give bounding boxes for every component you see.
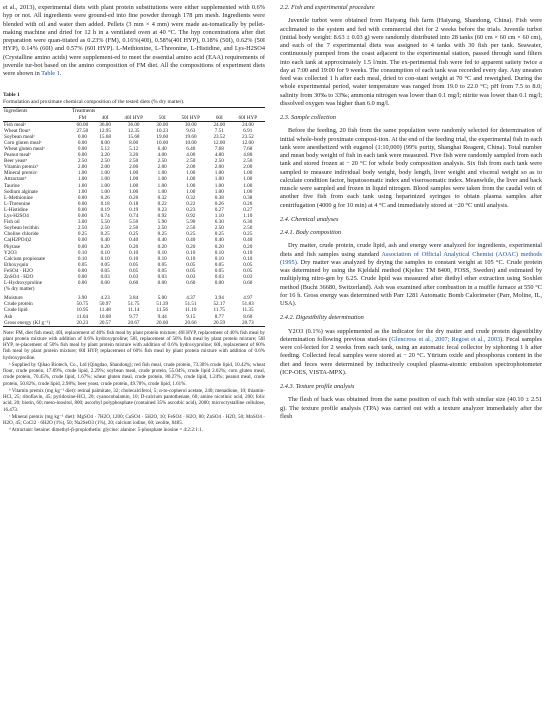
- table-cell: 11.75: [213, 307, 226, 314]
- table-cell: 0.10: [186, 249, 196, 256]
- row-label: Fish mealᵃ: [4, 121, 26, 128]
- table-cell: 12.35: [127, 127, 140, 134]
- table-cell: 0.32: [186, 194, 196, 201]
- formulation-table: [3, 107, 265, 326]
- table-notes: [3, 330, 265, 434]
- table-cell: 0.20: [100, 243, 110, 250]
- table-cell: 0.10: [214, 255, 224, 262]
- table-cell: 15.68: [99, 133, 111, 140]
- table-cell: 0.03: [214, 273, 224, 280]
- table-cell: 0.25: [129, 231, 139, 238]
- table-cell: 0.10: [214, 249, 224, 256]
- section-2-3-text: Before the feeding, 20 fish from the same population were randomly selected for determination of initial whole-body proximate composi-tion. At the end of the feeding trial, the experimental fish in each tank were anesthetized with eugenol (1:10,000) (99% purity, Shanghai Reagent, China). Total number and mean body weight of fish in each tank were measured. Five fish were randomly sampled from each tank and stored frozen at − 20 °C for whole body composition analysis. Six fish from each tank were sampled to measure individual body weight, body length, liver weight and visceral weight so as to calculate condition factor, hepatosomatic index and viserosomatic index. Meanwhile, the liver and back muscle were sampled and frozen in liquid nitrogen. Blood samples were taken from the caudal vein of another five fish from each tank using heparinized syringes to obtain plasma samples after centrifugation (4000 g for 10 min) at 4 °C and immediately stored at −20 °C until analysis.: [280, 127, 542, 209]
- table-cell: 0.00: [77, 273, 87, 280]
- table-cell: 0.18: [129, 200, 139, 207]
- table-cell: 20.67: [127, 319, 140, 326]
- table-cell: 0.10: [129, 249, 139, 256]
- table-cell: 0.03: [129, 273, 139, 280]
- section-2-4-2-title: 2.4.2. Digestibility determination: [280, 314, 364, 322]
- table-cell: 0.10: [100, 249, 110, 256]
- table-cell: 2.50: [77, 158, 87, 165]
- table-caption: [3, 92, 265, 105]
- table-cell: 50.75: [76, 301, 89, 308]
- section-2-4-1-title: 2.4.1. Body composition: [280, 229, 342, 236]
- table-cell: 12.00: [213, 139, 226, 146]
- table-cell: 0.00: [77, 243, 87, 250]
- table-cell: 0.05: [214, 261, 224, 268]
- table-cell: 0.05: [186, 261, 196, 268]
- table-cell: 3.90: [77, 295, 87, 302]
- table-cell: 0.25: [243, 231, 253, 238]
- table-cell: 4.80: [214, 152, 224, 159]
- table-cell: 11.35: [242, 307, 254, 314]
- table-row: [3, 320, 265, 327]
- table-cell: 0.10: [157, 249, 167, 256]
- table-cell: 0.05: [157, 267, 167, 274]
- table-cell: 1.00: [77, 188, 87, 195]
- table-cell: 60.00: [76, 121, 89, 128]
- row-label: Soybean lecithin: [4, 225, 39, 232]
- section-2-2-text: Juvenile turbot were obtained from Haiyang fish farm (Haiyang, Shandong, China). Fish were acclimated to the system and fed with commercial diet for 2 weeks before the trials. Juvenile turbot (initial body weight: 8.63 ± 0.03 g) were randomly distributed into 28 tanks (60 cm × 60 cm × 60 cm), and each of the 7 experimental diets was assigned to 4 tanks with 30 fish per tank. Seawater, continuously pumped from the coast adjacent to the experimental station, passed through sand filters into each tank at approximately 1.5 l/min. The ex-perimental fish were fed to apparent satiety twice a day at 7:00 and 19:00 for 9 weeks. The consumption of each tank was recorded every day. Any uneaten feed was collected 1 h after each meal, dried to con-stant weight at 70 °C and reweighed. During the whole experimental period, water temperature was ranged from 19.0 to 22.0 °C; pH from 7.5 to 8.0; salinity from 30‰ to 33‰; ammonia nitrogen was lower than 0.1 mg/l; nitrite was lower than 0.1 mg/l; dissolved oxygen was higher than 6.0 mg/l.: [280, 17, 542, 107]
- row-label: Lys-H2SO4: [4, 213, 29, 220]
- table-cell: 1.00: [100, 176, 110, 183]
- table-cell: 1.00: [100, 170, 110, 177]
- table-cell: 0.05: [214, 267, 224, 274]
- table-cell: 24.00: [213, 121, 226, 128]
- table-cell: 2.00: [214, 164, 224, 171]
- table-cell: 0.00: [77, 152, 87, 159]
- section-2-3-title: 2.3. Sample collection: [280, 114, 336, 121]
- table-cell: 0.40: [157, 237, 167, 244]
- table-cell: 1.00: [214, 176, 224, 183]
- table-cell: 1.00: [129, 176, 139, 183]
- table-cell: 1.00: [129, 182, 139, 189]
- table-cell: 0.23: [186, 206, 196, 213]
- table-row: [3, 292, 265, 301]
- table-cell: 3.94: [214, 295, 224, 302]
- row-label: L-Hydroxyproline: [4, 280, 43, 287]
- column-header: 50I: [151, 115, 174, 122]
- table-cell: 0.10: [129, 255, 139, 262]
- dry-matter-label: (% dry matter): [4, 286, 35, 293]
- table-cell: 5.00: [157, 295, 167, 302]
- row-label: Peanut mealᵃ: [4, 152, 31, 159]
- table-cell: 0.10: [77, 249, 87, 256]
- section-2-4-3-text: The flesh of back was obtained from the same position of each fish with similar size (40.10 ± 2.51 g). The texture profile analysis (TPA) was carried out with a texture analyzer immediately after the flesh: [280, 396, 542, 420]
- table-cell: 50.97: [99, 301, 111, 308]
- table-cell: 5.12: [129, 146, 139, 152]
- table-cell: 0.00: [77, 194, 87, 201]
- proximate-body: [3, 286, 265, 326]
- table-cell: 0.38: [214, 194, 224, 201]
- table-cell: 0.27: [243, 206, 253, 213]
- table-cell: 11.64: [76, 313, 89, 320]
- table-cell: 2.50: [100, 225, 110, 232]
- table-cell: 5.90: [157, 219, 167, 226]
- table-cell: 2.50: [243, 225, 253, 232]
- row-label: Mineral premixᶜ: [4, 170, 38, 177]
- ingredients-body: [3, 121, 265, 286]
- table-cell: 0.00: [77, 206, 87, 213]
- table-cell: 36.00: [99, 121, 111, 128]
- row-label: Fish oil: [4, 219, 20, 226]
- table-note: ᶜ Mineral premix (mg kg⁻¹ diet): MgSO4 · 7H2O, 1200; CuSO4 · 5H2O, 10; FeSO4 · H2O, 80; ZnSO4 · H2O, 50; MnSO4 · H2O, 45; CoCl2 · 6H2O (1%), 50; Na2SeO3 (1%), 20; calcium iodine, 60; zeolite, 8485.: [3, 413, 265, 427]
- table-cell: 0.20: [129, 243, 139, 250]
- section-2-2-title: 2.2. Fish and experimental procedure: [280, 4, 375, 11]
- table-cell: 0.20: [243, 243, 253, 250]
- table-cell: 0.10: [243, 249, 253, 256]
- row-label: Attractantᵈ: [4, 176, 27, 183]
- table-cell: 51.75: [127, 301, 140, 308]
- table-cell: 0.26: [100, 194, 110, 201]
- row-label: Phytase: [4, 243, 21, 250]
- table-cell: 1.00: [100, 188, 110, 195]
- table-cell: 8.60: [243, 313, 253, 320]
- table-cell: 1.00: [186, 170, 196, 177]
- table-cell: 0.23: [157, 206, 167, 213]
- table-cell: 1.00: [77, 176, 87, 183]
- table-caption-text: Formulation and proximate chemical composition of the tested diets (% dry matter).: [3, 98, 185, 105]
- table-cell: 8.00: [129, 139, 139, 146]
- table-cell: 0.05: [129, 267, 139, 274]
- table-cell: 0.10: [100, 255, 110, 262]
- table-cell: 8.77: [214, 313, 224, 320]
- row-label: Ethoxyquin: [4, 261, 29, 268]
- table-cell: 0.19: [100, 206, 110, 213]
- table-cell: 10.95: [76, 307, 89, 314]
- table-cell: 1.00: [186, 182, 196, 189]
- table-cell: 20.60: [156, 319, 169, 326]
- row-label: Gross energy (KJ g⁻¹): [4, 319, 51, 326]
- table-cell: 1.00: [243, 170, 253, 177]
- section-2-4-2-text: Y2O3 (0.1%) was supplemented as the indicator for the dry matter and crude protein digestibility determination following previous stud-ies (Glencross et al., 2007; Regost et al., 2003). Fecal samples were col-lected for 2 weeks from each tank, using an automatic fecal collector by siphoning 1 h after feeding. Collected fecal samples were stored at − 20 °C. Yttrium oxide and phosphorus content in the diet and feces were determined by inductively coupled plasma-atomic emission spectrophotometer (ICP-OES, VISTA-MPX).: [280, 327, 542, 376]
- table-cell: 9.77: [129, 313, 139, 320]
- table-cell: 0.05: [129, 261, 139, 268]
- table-cell: 3.00: [77, 219, 87, 226]
- row-label: Ash: [4, 313, 13, 320]
- table-cell: 0.20: [157, 243, 167, 250]
- table-cell: 0.25: [186, 231, 196, 238]
- table-cell: 1.00: [77, 182, 87, 189]
- table-cell: 7.68: [243, 146, 253, 152]
- table-cell: 1.00: [243, 182, 253, 189]
- table-cell: 0.10: [243, 255, 253, 262]
- table-cell: 0.40: [243, 237, 253, 244]
- table-cell: 4.00: [186, 152, 196, 159]
- row-label: L-Histidine: [4, 206, 28, 213]
- table-cell: 12.00: [241, 139, 254, 146]
- table-cell: 0.40: [129, 237, 139, 244]
- column-header: 60I: [208, 115, 231, 122]
- table-cell: 0.03: [243, 273, 253, 280]
- table-cell: 3.20: [129, 152, 139, 159]
- table-cell: 2.50: [186, 158, 196, 165]
- table-cell: 12.95: [99, 127, 111, 134]
- col-ingredients: Ingredients: [4, 108, 28, 115]
- table-cell: 10.00: [156, 139, 169, 146]
- table-cell: 11.14: [127, 307, 140, 314]
- table-cell: 0.00: [77, 146, 87, 152]
- column-header: 40I: [94, 115, 117, 122]
- row-label: FeSO4 · H2O: [4, 267, 33, 274]
- table-cell: 2.00: [186, 164, 196, 171]
- table-cell: 0.05: [100, 261, 110, 268]
- table-cell: 0.00: [77, 139, 87, 146]
- table-cell: 0.10: [77, 255, 87, 262]
- table-cell: 51.39: [156, 301, 169, 308]
- table-cell: 2.50: [129, 225, 139, 232]
- table-cell: 1.00: [100, 182, 110, 189]
- table-cell: 20.73: [241, 319, 254, 326]
- table-cell: 2.50: [214, 158, 224, 165]
- row-label: Ca(H2PO4)2: [4, 237, 32, 244]
- table-cell: 10.23: [156, 127, 169, 134]
- section-2-4-title: 2.4. Chemical analyses: [280, 215, 339, 223]
- right-column: [280, 4, 542, 421]
- table-cell: 6.91: [243, 127, 253, 134]
- table-cell: 0.22: [157, 200, 167, 207]
- table-cell: 6.40: [186, 146, 196, 152]
- table-cell: 1.00: [214, 188, 224, 195]
- table-cell: 1.00: [157, 188, 167, 195]
- table-cell: 0.26: [243, 200, 253, 207]
- table-cell: 2.00: [129, 164, 139, 171]
- table-cell: 6.40: [157, 146, 167, 152]
- table-cell: 0.03: [186, 273, 196, 280]
- table1-link[interactable]: Table 1: [41, 70, 60, 77]
- table-cell: 20.23: [76, 319, 89, 326]
- table-cell: 1.00: [77, 170, 87, 177]
- table-cell: 2.50: [100, 158, 110, 165]
- table-cell: 0.60: [243, 280, 253, 287]
- table-cell: 51.51: [184, 301, 197, 308]
- table-cell: 1.00: [186, 176, 196, 183]
- table-cell: 0.92: [186, 213, 196, 220]
- table-cell: 0.74: [129, 213, 139, 220]
- column-header: 50I HYP: [174, 115, 208, 122]
- row-label: Wheat gluten mealᵃ: [4, 146, 45, 152]
- table-note: ᵈ Attractant: betaine: dimethyl-β-propiothetin: glycine: alanine: 5-phosphate inosine = 4:2:2:1:1.: [9, 427, 203, 434]
- table-cell: 0.26: [129, 194, 139, 201]
- table-cell: 0.40: [100, 237, 110, 244]
- table-cell: 0.19: [129, 206, 139, 213]
- table-cell: 10.08: [99, 313, 111, 320]
- table-cell: 2.50: [214, 225, 224, 232]
- col-treatments: Treatments: [72, 108, 96, 115]
- table-cell: 2.00: [157, 164, 167, 171]
- table-cell: 0.26: [214, 200, 224, 207]
- table-cell: 0.00: [77, 280, 87, 287]
- table-cell: 2.50: [129, 158, 139, 165]
- row-label: ZnSO4 · H2O: [4, 273, 34, 280]
- table-cell: 2.50: [157, 158, 167, 165]
- table-cell: 0.05: [243, 267, 253, 274]
- column-header: FM: [71, 115, 94, 122]
- row-label: Calcium propionate: [4, 255, 46, 262]
- table-cell: 0.00: [77, 200, 87, 207]
- table-cell: 7.68: [214, 146, 224, 152]
- table-cell: 2.50: [243, 158, 253, 165]
- column-header: 60I HYP: [231, 115, 265, 122]
- table-cell: 0.60: [186, 280, 196, 287]
- table-cell: 8.00: [100, 139, 110, 146]
- table-cell: 20.57: [99, 319, 111, 326]
- table-cell: 0.10: [186, 255, 196, 262]
- section-2-4-3-title: 2.4.3. Texture profile analysis: [280, 383, 355, 390]
- row-label: Vitamin premixᵇ: [4, 164, 39, 171]
- aoac-link[interactable]: Association of Official Analytical Chemist (AOAC) methods (1995): [280, 250, 542, 266]
- table-title: Table 1: [3, 92, 20, 99]
- row-label: L-Threonine: [4, 200, 31, 207]
- table-cell: 30.00: [156, 121, 169, 128]
- table-cell: 11.56: [156, 307, 168, 314]
- table-cell: 6.30: [214, 219, 224, 226]
- table-cell: 5.90: [186, 219, 196, 226]
- intro-paragraph: et al., 2013), experimental diets with plant protein substitutions were either supplemented with 0.6% hyp or not. All ingredients were ground-ed into fine powder through 178 µm mesh. Ingredients were blended with oil and water then added. Pellets (3 mm × 4 mm) were made au-tomatically by pellet-making machine and dried for 12 h in a ventilated oven at 40 °C. The hyp concentrations after diet preparation were quan-titated as 0.23% (FM), 0.16%(40I), 0.58%(40I HYP), 0.18% (50I), 0.62% (50I HYP), 0.14% (60I) and 0.57% (60I HYP). L-Methionine, L-Threonine, L-Histidine, and Lys-H2SO4 (Crystalline amino acids) were supplement-ed to meet the essential amino acid (EAA) requirements of juvenile tur-bot based on the amino composition of FM diet. All the compositions of experiment diets were shown in Table 1.: [3, 4, 265, 77]
- table-cell: 11.48: [99, 307, 111, 314]
- table-cell: 2.00: [100, 164, 110, 171]
- column-header: 40I HYP: [117, 115, 151, 122]
- table-cell: 0.05: [77, 261, 87, 268]
- row-label: Soybean mealᵃ: [4, 133, 35, 140]
- table-cell: 0.03: [157, 273, 167, 280]
- table-cell: 4.23: [100, 295, 110, 302]
- table-cell: 2.00: [77, 164, 87, 171]
- table-cell: 0.00: [77, 213, 87, 220]
- table-cell: 0.25: [100, 231, 110, 238]
- table-cell: 5.50: [129, 219, 139, 226]
- table-cell: 2.50: [186, 225, 196, 232]
- table-cell: 1.00: [157, 170, 167, 177]
- row-label: Corn gluten mealᵃ: [4, 139, 42, 146]
- row-label: Taurine: [4, 182, 20, 189]
- table-note: ᵇ Vitamin premix (mg kg⁻¹ diet): retinal palmitate, 32; cholecalciferol, 5; α-to-copherol acetate, 240; menadione, 10; thiamin-HCl, 25; riboflavin, 45; pyridoxine-HCl, 20; cyanocobalamin, 10; D-calcium pantothenate, 60; amine nicotinic acid, 200; folic acid, 20; biotin, 60; meso-inositol, 800; ascorbyl polyphosphate (contained 35% ascorbic acid), 2000; microcrystalline cellulose, 16.473.: [3, 387, 265, 413]
- table-cell: 0.00: [77, 237, 87, 244]
- table-cell: 0.05: [100, 267, 110, 274]
- table-cell: 0.05: [243, 261, 253, 268]
- table-cell: 36.00: [127, 121, 140, 128]
- row-label: L-Methionine: [4, 194, 33, 201]
- table-cell: 0.05: [157, 261, 167, 268]
- table-cell: 19.60: [184, 133, 197, 140]
- table-cell: 9.44: [157, 313, 167, 320]
- table-cell: 15.68: [127, 133, 140, 140]
- table-cell: 0.05: [186, 267, 196, 274]
- table-cell: 10.00: [184, 139, 197, 146]
- table-cell: 0.00: [214, 280, 224, 287]
- table-cell: 0.25: [214, 231, 224, 238]
- table-cell: 1.00: [129, 188, 139, 195]
- table-cell: 20.66: [184, 319, 197, 326]
- table-cell: 9.63: [186, 127, 196, 134]
- table-cell: 6.30: [243, 219, 253, 226]
- table-cell: 1.00: [186, 188, 196, 195]
- table-cell: 1.10: [243, 213, 253, 220]
- table-note: ᵃ Supplied by Qihao Biotech, Co., Ltd (Qingdao, Shandong); red fish meal, crude protein, 73.38% crude lipid, 10.42%; wheat flour, crude protein, 17.09%, crude lipid, 2.29%; soybean meal, crude protein, 55.04%, crude lipid 2.02%; corn gluten meal, crude protein, 70.45%, crude lipid, 1.67%; wheat gluten meal, crude protein, 80.27%, crude lipid, 1.24%; peanut meal, crude protein, 50.82%, crude lipid, 2.98%; beer yeast, crude protein, 49.78%, crude lipid, 1.61%.: [3, 361, 265, 387]
- table-cell: 4.37: [186, 295, 196, 302]
- table-cell: 5.12: [100, 146, 110, 152]
- row-label: Crude protein: [4, 301, 33, 308]
- row-label: Beer yeastᵃ: [4, 158, 28, 165]
- table-cell: 0.22: [186, 200, 196, 207]
- table-cell: 2.00: [243, 164, 253, 171]
- table-cell: 0.92: [157, 213, 167, 220]
- table-cell: 20.59: [213, 319, 226, 326]
- table-cell: 23.52: [241, 133, 254, 140]
- table-cell: 24.00: [241, 121, 254, 128]
- table-cell: 1.00: [129, 170, 139, 177]
- row-label: Choline chloride: [4, 231, 39, 238]
- table-cell: 2.50: [157, 225, 167, 232]
- table-cell: 0.40: [214, 237, 224, 244]
- table-cell: 51.83: [241, 301, 254, 308]
- table-cell: 1.00: [214, 182, 224, 189]
- row-label: Crude lipid: [4, 307, 28, 314]
- table-cell: 19.60: [156, 133, 169, 140]
- table-cell: 0.03: [100, 273, 110, 280]
- table-cell: 9.15: [186, 313, 196, 320]
- table-cell: 0.27: [214, 206, 224, 213]
- row-label: Moisture: [4, 295, 23, 302]
- table-cell: 11.10: [185, 307, 197, 314]
- table-cell: 0.38: [243, 194, 253, 201]
- table-cell: 0.25: [157, 231, 167, 238]
- table-cell: 0.32: [157, 194, 167, 201]
- table-cell: 30.00: [184, 121, 197, 128]
- table-cell: 1.00: [157, 182, 167, 189]
- table-cell: 0.00: [157, 280, 167, 287]
- table-cell: 3.84: [129, 295, 139, 302]
- table-cell: 1.00: [243, 188, 253, 195]
- table-cell: 0.74: [100, 213, 110, 220]
- section-2-4-1-text: Dry matter, crude protein, crude lipid, ash and energy were analyzed for ingredients, experimental diets and fish samples using standard Association of Official Analytical Chemist (AOAC) methods (1995). Dry matter was analyzed by drying the samples to constant weight at 105 °C. Crude protein was determined by using the Kjeldahl method (Kjeltec TM 8400, FOSS, Sweden) and estimated by multiplying nitro-gen by 6.25. Crude lipid was measured after diethyl ether extraction using Soxhlet method (Buchi 36680, Switzerland). Ash was examined after combustion in a muffle furnace at 550 °C for 16 h. Gross energy was determined with Parr 1281 Automatic Bomb Calorimeter (Parr, Moline, IL, USA).: [280, 242, 542, 307]
- table-cell: 52.17: [213, 301, 226, 308]
- table-cell: 4.80: [243, 152, 253, 159]
- table-cell: 1.00: [214, 170, 224, 177]
- table-cell: 0.18: [100, 200, 110, 207]
- table-cell: 2.50: [77, 225, 87, 232]
- table-note: Note: FM, diet fish meal; 40I, replacement of 40% fish meal by plant protein mixture; 40I HYP, replacement of 40% fish meal by plant protein mixture with addition of 0.6% hydroxyproline; 50I, replacement of 50% fish meal by plant protein mixture; 50I HYP, re-placement of 50% fish meal by plant protein mixture with addition of 0.6% hydroxyproline; 60I, replacement of 60% fish meal by plant protein mixture; 60I HYP, replacement of 60% fish meal by plant protein mixture with addition of 0.6% hydroxyproline.: [3, 329, 265, 361]
- table-cell: 27.50: [76, 127, 89, 134]
- table-cell: 3.20: [100, 152, 110, 159]
- glencross-link[interactable]: Glencross et al., 2007; Regost et al., 2003: [391, 335, 501, 343]
- table-cell: 4.00: [157, 152, 167, 159]
- row-label: Sodium alginate: [4, 188, 38, 195]
- table-cell: 0.20: [214, 243, 224, 250]
- row-label: Wheat flourᵃ: [4, 127, 31, 134]
- column-header-row: [3, 115, 265, 122]
- table-cell: 0.60: [129, 280, 139, 287]
- table-cell: 0.25: [77, 231, 87, 238]
- table-cell: 0.00: [77, 133, 87, 140]
- table-cell: 5.50: [100, 219, 110, 226]
- row-label: Y2O3: [4, 249, 17, 256]
- table-cell: 4.97: [243, 295, 253, 302]
- table-cell: 0.00: [100, 280, 110, 287]
- table-cell: 0.20: [186, 243, 196, 250]
- left-column: [3, 4, 265, 435]
- table-cell: 23.52: [213, 133, 226, 140]
- table-cell: 7.51: [214, 127, 224, 134]
- table-cell: 0.40: [186, 237, 196, 244]
- table-cell: 1.00: [243, 176, 253, 183]
- table-cell: 0.00: [77, 267, 87, 274]
- table-cell: 1.00: [157, 176, 167, 183]
- table-cell: 1.10: [214, 213, 224, 220]
- table-cell: 0.10: [157, 255, 167, 262]
- table-row: [3, 121, 265, 128]
